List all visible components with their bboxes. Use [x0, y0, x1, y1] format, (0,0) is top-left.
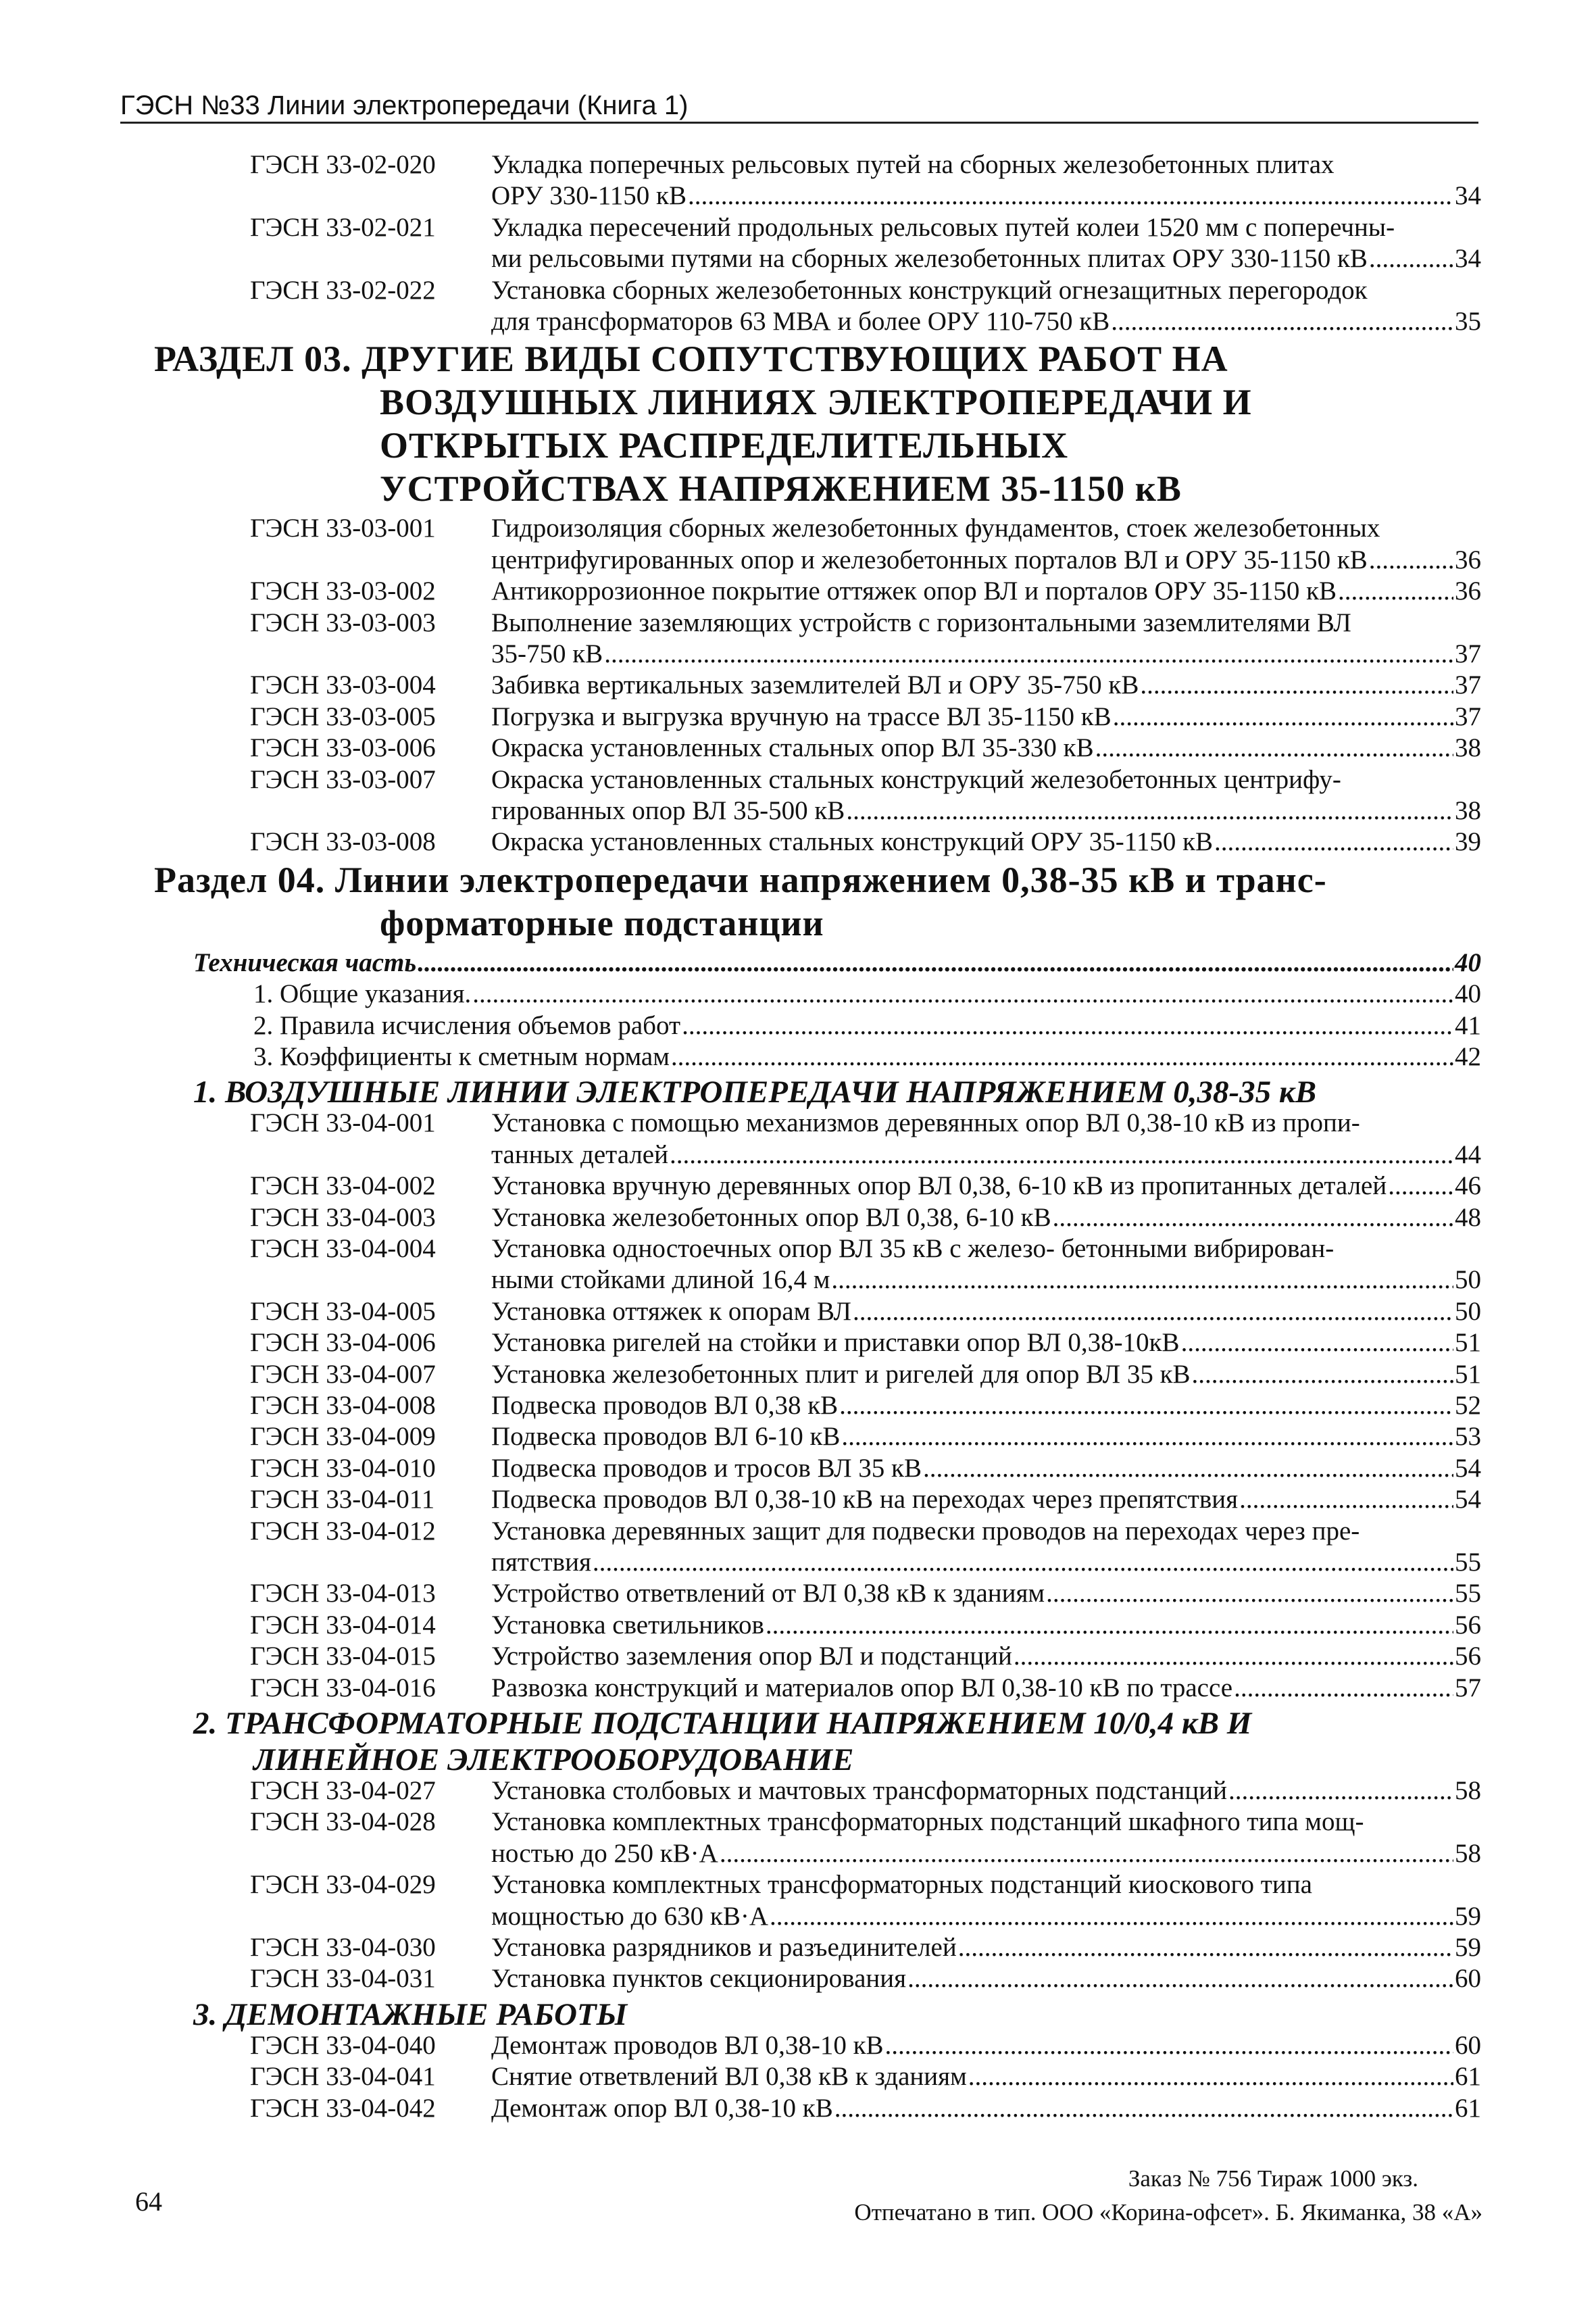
entry-title-text: Окраска установленных стальных конструкций ОРУ 35-1150 кВ — [491, 827, 1214, 857]
section-heading: ВОЗДУШНЫХ ЛИНИЯХ ЭЛЕКТРОПЕРЕДАЧИ И — [380, 382, 1252, 423]
leader-dots — [1192, 1359, 1453, 1390]
leader-dots — [671, 1041, 1453, 1073]
entry-title-text: Установка вручную деревянных опор ВЛ 0,38, 6-10 кВ из пропитанных деталей — [491, 1171, 1387, 1201]
section-heading: РАЗДЕЛ 03. ДРУГИЕ ВИДЫ СОПУТСТВУЮЩИХ РАБОТ НА — [154, 339, 1228, 380]
print-order-line: Заказ № 756 Тираж 1000 экз. — [1128, 2165, 1418, 2192]
toc-entry-line — [0, 1869, 1596, 1900]
norm-code: ГЭСН 33-03-003 — [250, 608, 436, 637]
entry-title — [491, 1806, 1481, 1838]
norm-code: ГЭСН 33-04-009 — [250, 1422, 436, 1452]
entry-title — [491, 1838, 1481, 1869]
norm-code: ГЭСН 33-04-011 — [250, 1485, 435, 1515]
entry-title-text: для трансформаторов 63 МВА и более ОРУ 110-750 кВ — [491, 307, 1110, 336]
toc-entry-line — [0, 827, 1596, 858]
entry-title-text: Антикоррозионное покрытие оттяжек опор ВЛ и порталов ОРУ 35-1150 кВ — [491, 576, 1337, 606]
page-ref: 60 — [1455, 2030, 1481, 2060]
entry-title-text: ОРУ 330-1150 кВ — [491, 181, 687, 211]
page-ref: 54 — [1455, 1485, 1481, 1515]
toc-entry-line — [0, 1421, 1596, 1452]
entry-title — [491, 212, 1481, 243]
entry-title-text: Устройство заземления опор ВЛ и подстанций — [491, 1642, 1012, 1671]
entry-title-text: Устройство ответвлений от ВЛ 0,38 кВ к зданиям — [491, 1579, 1045, 1608]
toc-entry-line — [0, 608, 1596, 639]
page-ref: 36 — [1455, 545, 1481, 574]
printer-line: Отпечатано в тип. ООО «Корина-офсет». Б. Якиманка, 38 «А» — [854, 2199, 1482, 2225]
entry-title — [253, 1010, 1481, 1041]
toc-entry-line — [0, 1390, 1596, 1421]
general-entry — [0, 1010, 1596, 1041]
leader-dots — [1239, 1484, 1453, 1515]
leader-dots — [1181, 1327, 1453, 1358]
running-head: ГЭСН №33 Линии электропередачи (Книга 1) — [120, 89, 1478, 124]
entry-title-text: ми рельсовыми путями на сборных железобетонных плитах ОРУ 330-1150 кВ — [491, 244, 1368, 274]
entry-title — [491, 1233, 1481, 1264]
entry-title-text: Техническая часть — [193, 947, 417, 977]
page-ref: 37 — [1455, 701, 1481, 731]
norm-code: ГЭСН 33-04-002 — [250, 1171, 436, 1201]
entry-title-text: Установка оттяжек к опорам ВЛ — [491, 1296, 851, 1326]
leader-dots — [766, 1610, 1453, 1641]
page-ref: 58 — [1455, 1838, 1481, 1868]
leader-dots — [688, 180, 1453, 212]
leader-dots — [1388, 1171, 1453, 1202]
entry-title-text: Забивка вертикальных заземлителей ВЛ и ОРУ 35-750 кВ — [491, 670, 1139, 700]
subsection-heading: ЛИНЕЙНОЕ ЭЛЕКТРООБОРУДОВАНИЕ — [253, 1742, 854, 1777]
entry-title-text: ностью до 250 кВ·А — [491, 1838, 718, 1868]
entry-title-text: Установка с помощью механизмов деревянных опор ВЛ 0,38-10 кВ из пропи- — [491, 1108, 1360, 1138]
entry-title — [253, 1041, 1481, 1073]
page-ref: 34 — [1455, 181, 1481, 211]
entry-title — [491, 1578, 1481, 1609]
toc-entry-line — [0, 1516, 1596, 1547]
technical-part-entry — [0, 947, 1596, 979]
page-ref: 54 — [1455, 1453, 1481, 1483]
entry-title — [491, 1641, 1481, 1672]
entry-title — [491, 2061, 1481, 2092]
norm-code: ГЭСН 33-04-014 — [250, 1610, 436, 1640]
norm-code: ГЭСН 33-04-008 — [250, 1391, 436, 1420]
toc-entry-line — [0, 306, 1596, 337]
entry-title — [491, 733, 1481, 764]
page-number: 64 — [135, 2186, 162, 2217]
toc-entry-line — [0, 1932, 1596, 1963]
general-entry — [0, 979, 1596, 1010]
toc-entry-line — [0, 1901, 1596, 1932]
page-ref: 38 — [1455, 733, 1481, 763]
page-ref: 34 — [1455, 244, 1481, 274]
subsection-heading: 3. ДЕМОНТАЖНЫЕ РАБОТЫ — [193, 1996, 628, 2032]
toc-entry-line — [0, 1610, 1596, 1641]
entry-title — [491, 1108, 1481, 1139]
toc-entry-line — [0, 639, 1596, 670]
toc-entry-line — [0, 1264, 1596, 1296]
leader-dots — [1214, 827, 1453, 858]
page-ref: 55 — [1455, 1548, 1481, 1577]
entry-title-text: центрифугированных опор и железобетонных порталов ВЛ и ОРУ 35-1150 кВ — [491, 545, 1368, 574]
section-heading: Раздел 04. Линии электропередачи напряжением 0,38-35 кВ и транс- — [154, 859, 1327, 900]
entry-title-text: Установка сборных железобетонных конструкций огнезащитных перегородок — [491, 275, 1368, 305]
toc-entry-line — [0, 1806, 1596, 1838]
norm-code: ГЭСН 33-04-040 — [250, 2030, 436, 2060]
toc-entry-line — [0, 1673, 1596, 1704]
leader-dots — [1228, 1775, 1453, 1806]
leader-dots — [1053, 1202, 1453, 1233]
norm-code: ГЭСН 33-04-041 — [250, 2062, 436, 2092]
toc-entry-line — [0, 576, 1596, 607]
entry-title-text: Установка железобетонных плит и ригелей для опор ВЛ 35 кВ — [491, 1359, 1191, 1389]
entry-title — [491, 639, 1481, 670]
norm-code: ГЭСН 33-04-029 — [250, 1870, 436, 1900]
page-ref: 37 — [1455, 639, 1481, 668]
page-ref: 59 — [1455, 1901, 1481, 1931]
norm-code: ГЭСН 33-04-028 — [250, 1807, 436, 1837]
toc-entry-line — [0, 513, 1596, 544]
entry-title — [491, 1202, 1481, 1233]
page-ref: 56 — [1455, 1610, 1481, 1640]
entry-title-text: Укладка поперечных рельсовых путей на сборных железобетонных плитах — [491, 150, 1335, 179]
entry-title-text: Установка ригелей на стойки и приставки опор ВЛ 0,38-10кВ — [491, 1328, 1180, 1358]
toc-entry-line — [0, 1327, 1596, 1358]
entry-title-text: мощностью до 630 кВ·А — [491, 1901, 769, 1931]
toc-entry-line — [0, 180, 1596, 212]
leader-dots — [831, 1264, 1453, 1296]
entry-title — [491, 1421, 1481, 1452]
entry-title-text: 1. Общие указания. — [253, 979, 472, 1009]
toc-entry-line — [0, 1838, 1596, 1869]
page-ref: 39 — [1455, 827, 1481, 857]
page-ref: 40 — [1455, 979, 1481, 1009]
leader-dots — [1338, 576, 1453, 607]
leader-dots — [1369, 243, 1453, 274]
leader-dots — [853, 1296, 1453, 1327]
entry-title-text: Установка деревянных защит для подвески проводов на переходах через пре- — [491, 1516, 1360, 1546]
norm-code: ГЭСН 33-02-021 — [250, 212, 436, 242]
entry-title — [491, 608, 1481, 639]
toc-entry-line — [0, 2061, 1596, 2092]
entry-title — [491, 1901, 1481, 1932]
norm-code: ГЭСН 33-03-002 — [250, 576, 436, 606]
norm-code: ГЭСН 33-03-006 — [250, 733, 436, 763]
entry-title-text: Установка одностоечных опор ВЛ 35 кВ с железо- бетонными вибрирован- — [491, 1234, 1335, 1263]
entry-title — [491, 1296, 1481, 1327]
page-ref: 38 — [1455, 796, 1481, 825]
entry-title-text: танных деталей — [491, 1139, 668, 1169]
page-ref: 55 — [1455, 1579, 1481, 1608]
toc-entry-line — [0, 1453, 1596, 1484]
entry-title — [491, 1516, 1481, 1547]
leader-dots — [770, 1901, 1453, 1932]
entry-title — [491, 1327, 1481, 1358]
page-ref: 50 — [1455, 1296, 1481, 1326]
leader-dots — [1369, 545, 1453, 576]
entry-title-text: гированных опор ВЛ 35-500 кВ — [491, 796, 845, 825]
entry-title-text: Установка комплектных трансформаторных подстанций киоскового типа — [491, 1870, 1312, 1900]
toc-entry-line — [0, 1233, 1596, 1264]
entry-title — [491, 670, 1481, 701]
subsection-heading: 2. ТРАНСФОРМАТОРНЫЕ ПОДСТАНЦИИ НАПРЯЖЕНИЕМ 10/0,4 кВ И — [193, 1706, 1252, 1741]
toc-entry-line — [0, 1578, 1596, 1609]
toc-entry-line — [0, 2093, 1596, 2124]
entry-title — [491, 2030, 1481, 2061]
norm-code: ГЭСН 33-04-003 — [250, 1202, 436, 1232]
entry-title — [491, 1453, 1481, 1484]
entry-title-text: Демонтаж опор ВЛ 0,38-10 кВ — [491, 2093, 833, 2123]
entry-title-text: ными стойками длиной 16,4 м — [491, 1265, 830, 1295]
entry-title — [491, 545, 1481, 576]
entry-title-text: 3. Коэффициенты к сметным нормам — [253, 1042, 670, 1071]
entry-title — [491, 306, 1481, 337]
entry-title-text: Снятие ответвлений ВЛ 0,38 кВ к зданиям — [491, 2062, 967, 2092]
entry-title — [491, 827, 1481, 858]
entry-title — [491, 275, 1481, 306]
leader-dots — [604, 639, 1453, 670]
toc-entry-line — [0, 243, 1596, 274]
page-ref: 51 — [1455, 1328, 1481, 1358]
leader-dots — [593, 1547, 1453, 1578]
norm-code: ГЭСН 33-04-007 — [250, 1359, 436, 1389]
entry-title — [491, 1171, 1481, 1202]
page-ref: 56 — [1455, 1642, 1481, 1671]
section-heading: ОТКРЫТЫХ РАСПРЕДЕЛИТЕЛЬНЫХ — [380, 425, 1069, 466]
leader-dots — [418, 947, 1453, 979]
page-ref: 59 — [1455, 1933, 1481, 1962]
entry-title — [491, 1963, 1481, 1994]
norm-code: ГЭСН 33-03-005 — [250, 701, 436, 731]
entry-title — [491, 180, 1481, 212]
leader-dots — [720, 1838, 1453, 1869]
leader-dots — [682, 1010, 1453, 1041]
toc-entry-line — [0, 149, 1596, 180]
entry-title — [491, 1139, 1481, 1171]
leader-dots — [923, 1453, 1453, 1484]
norm-code: ГЭСН 33-04-005 — [250, 1296, 436, 1326]
leader-dots — [885, 2030, 1453, 2061]
entry-title-text: Установка светильников — [491, 1610, 764, 1640]
entry-title — [193, 947, 1481, 979]
entry-title — [253, 979, 1481, 1010]
page-ref: 41 — [1455, 1010, 1481, 1040]
entry-title — [491, 1869, 1481, 1900]
page-ref: 50 — [1455, 1265, 1481, 1295]
norm-code: ГЭСН 33-04-006 — [250, 1328, 436, 1358]
norm-code: ГЭСН 33-04-012 — [250, 1516, 436, 1546]
toc-entry-line — [0, 1202, 1596, 1233]
entry-title — [491, 1264, 1481, 1296]
toc-entry-line — [0, 1484, 1596, 1515]
page-ref: 60 — [1455, 1964, 1481, 1994]
toc-entry-line — [0, 733, 1596, 764]
entry-title-text: 2. Правила исчисления объемов работ — [253, 1010, 681, 1040]
toc-entry-line — [0, 1775, 1596, 1806]
norm-code: ГЭСН 33-03-007 — [250, 764, 436, 794]
page-ref: 46 — [1455, 1171, 1481, 1201]
toc-entry-line — [0, 1641, 1596, 1672]
norm-code: ГЭСН 33-03-001 — [250, 514, 436, 543]
page-ref: 48 — [1455, 1202, 1481, 1232]
general-entry — [0, 1041, 1596, 1073]
toc-entry-line — [0, 1296, 1596, 1327]
entry-title-text: Подвеска проводов ВЛ 6-10 кВ — [491, 1422, 841, 1452]
norm-code: ГЭСН 33-02-022 — [250, 275, 436, 305]
page-ref: 57 — [1455, 1673, 1481, 1702]
leader-dots — [1111, 306, 1453, 337]
leader-dots — [670, 1139, 1453, 1171]
page-ref: 35 — [1455, 307, 1481, 336]
entry-title-text: 35-750 кВ — [491, 639, 603, 668]
toc-entry-line — [0, 2030, 1596, 2061]
toc-entry-line — [0, 545, 1596, 576]
entry-title — [491, 701, 1481, 733]
entry-title — [491, 2093, 1481, 2124]
entry-title — [491, 764, 1481, 795]
toc-entry-line — [0, 1139, 1596, 1171]
entry-title — [491, 1359, 1481, 1390]
page-ref: 44 — [1455, 1139, 1481, 1169]
norm-code: ГЭСН 33-04-042 — [250, 2093, 436, 2123]
page-ref: 61 — [1455, 2062, 1481, 2092]
entry-title — [491, 1390, 1481, 1421]
norm-code: ГЭСН 33-04-030 — [250, 1933, 436, 1962]
page-ref: 53 — [1455, 1422, 1481, 1452]
page-ref: 40 — [1455, 947, 1481, 977]
page-ref: 37 — [1455, 670, 1481, 700]
leader-dots — [907, 1963, 1453, 1994]
section-heading: форматорные подстанции — [380, 902, 824, 943]
entry-title-text: Развозка конструкций и материалов опор ВЛ 0,38-10 кВ по трассе — [491, 1673, 1233, 1702]
norm-code: ГЭСН 33-03-004 — [250, 670, 436, 700]
norm-code: ГЭСН 33-04-010 — [250, 1453, 436, 1483]
entry-title — [491, 1610, 1481, 1641]
entry-title-text: Погрузка и выгрузка вручную на трассе ВЛ 35-1150 кВ — [491, 701, 1112, 731]
entry-title — [491, 1673, 1481, 1704]
toc-entry-line — [0, 670, 1596, 701]
page-ref: 61 — [1455, 2093, 1481, 2123]
toc-entry-line — [0, 1359, 1596, 1390]
norm-code: ГЭСН 33-04-001 — [250, 1108, 436, 1138]
entry-title-text: Подвеска проводов и тросов ВЛ 35 кВ — [491, 1453, 922, 1483]
subsection-heading: 1. ВОЗДУШНЫЕ ЛИНИИ ЭЛЕКТРОПЕРЕДАЧИ НАПРЯЖЕНИЕМ 0,38-35 кВ — [193, 1075, 1317, 1110]
page-ref: 51 — [1455, 1359, 1481, 1389]
norm-code: ГЭСН 33-04-016 — [250, 1673, 436, 1702]
entry-title-text: Установка пунктов секционирования — [491, 1964, 907, 1994]
entry-title-text: Укладка пересечений продольных рельсовых путей колеи 1520 мм с поперечны- — [491, 212, 1395, 242]
toc-entry-line — [0, 275, 1596, 306]
toc-entry-line — [0, 1963, 1596, 1994]
entry-title-text: Подвеска проводов ВЛ 0,38-10 кВ на переходах через препятствия — [491, 1485, 1239, 1515]
leader-dots — [1046, 1578, 1453, 1609]
leader-dots — [1014, 1641, 1453, 1672]
toc-entry-line — [0, 764, 1596, 795]
entry-title — [491, 149, 1481, 180]
leader-dots — [968, 2061, 1453, 2092]
entry-title-text: Установка железобетонных опор ВЛ 0,38, 6-10 кВ — [491, 1202, 1051, 1232]
norm-code: ГЭСН 33-04-013 — [250, 1579, 436, 1608]
entry-title-text: Окраска установленных стальных опор ВЛ 35-330 кВ — [491, 733, 1094, 763]
norm-code: ГЭСН 33-02-020 — [250, 150, 436, 179]
leader-dots — [834, 2093, 1453, 2124]
toc-entry-line — [0, 701, 1596, 733]
entry-title-text: Окраска установленных стальных конструкций железобетонных центрифу- — [491, 764, 1341, 794]
page-ref: 36 — [1455, 576, 1481, 606]
toc-entry-line — [0, 1171, 1596, 1202]
leader-dots — [1113, 701, 1453, 733]
toc-entry-line — [0, 1108, 1596, 1139]
leader-dots — [841, 1421, 1453, 1452]
leader-dots — [839, 1390, 1453, 1421]
entry-title — [491, 1484, 1481, 1515]
entry-title — [491, 513, 1481, 544]
page-ref: 52 — [1455, 1391, 1481, 1420]
leader-dots — [1095, 733, 1453, 764]
entry-title — [491, 795, 1481, 827]
section-heading: УСТРОЙСТВАХ НАПРЯЖЕНИЕМ 35-1150 кВ — [380, 468, 1182, 510]
entry-title-text: Установка комплектных трансформаторных подстанций шкафного типа мощ- — [491, 1807, 1364, 1837]
leader-dots — [958, 1932, 1453, 1963]
norm-code: ГЭСН 33-04-004 — [250, 1234, 436, 1263]
norm-code: ГЭСН 33-04-031 — [250, 1964, 436, 1994]
entry-title-text: Выполнение заземляющих устройств с горизонтальными заземлителями ВЛ — [491, 608, 1351, 637]
norm-code: ГЭСН 33-03-008 — [250, 827, 436, 857]
page-ref: 42 — [1455, 1042, 1481, 1071]
toc-entry-line — [0, 1547, 1596, 1578]
entry-title — [491, 243, 1481, 274]
leader-dots — [846, 795, 1453, 827]
entry-title — [491, 1547, 1481, 1578]
entry-title-text: Установка столбовых и мачтовых трансформаторных подстанций — [491, 1776, 1228, 1805]
entry-title-text: Гидроизоляция сборных железобетонных фундаментов, стоек железобетонных — [491, 514, 1380, 543]
entry-title-text: Подвеска проводов ВЛ 0,38 кВ — [491, 1391, 839, 1420]
page-ref: 58 — [1455, 1776, 1481, 1805]
leader-dots — [1234, 1673, 1453, 1704]
norm-code: ГЭСН 33-04-015 — [250, 1642, 436, 1671]
entry-title-text: Установка разрядников и разъединителей — [491, 1933, 957, 1962]
entry-title-text: Демонтаж проводов ВЛ 0,38-10 кВ — [491, 2030, 884, 2060]
norm-code: ГЭСН 33-04-027 — [250, 1776, 436, 1805]
entry-title — [491, 576, 1481, 607]
leader-dots — [1140, 670, 1453, 701]
toc-entry-line — [0, 795, 1596, 827]
entry-title-text: пятствия — [491, 1548, 591, 1577]
entry-title — [491, 1775, 1481, 1806]
toc-entry-line — [0, 212, 1596, 243]
leader-dots — [472, 979, 1453, 1010]
entry-title — [491, 1932, 1481, 1963]
